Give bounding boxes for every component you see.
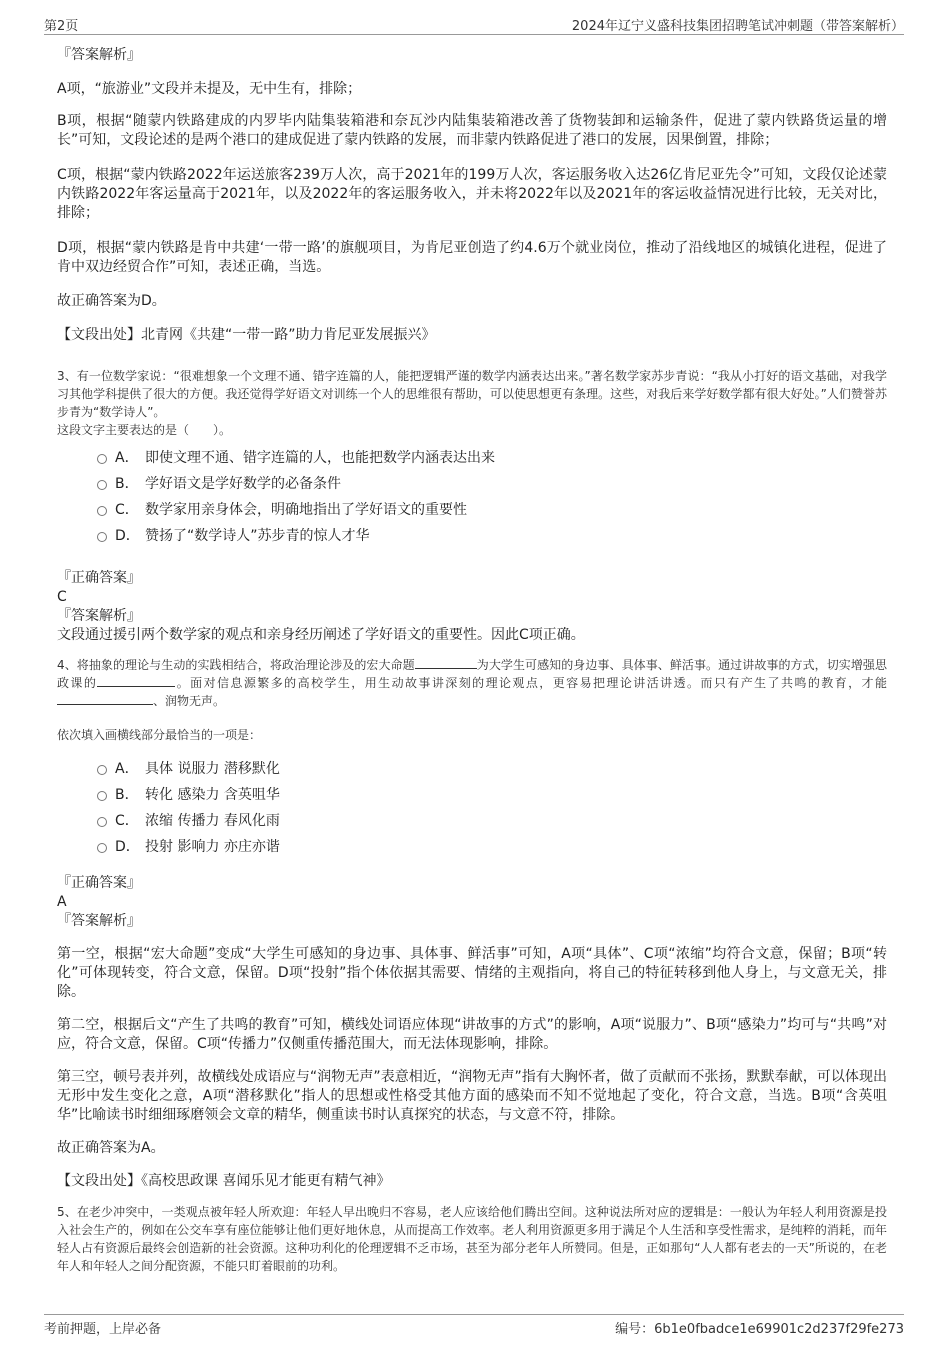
- option-b[interactable]: [57, 471, 887, 497]
- radio-button[interactable]: [97, 506, 107, 516]
- question-stem: 5、在老少冲突中，一类观点被年轻人所欢迎：年轻人早出晚归不容易，老人应该给他们腾出空间。这种说法所对应的逻辑是：一般认为年轻人利用资源是投入社会生产的，例如在公交车享有座位能够让他们更好地休息，从而提高工作效率。老人利用资源更多用于满足个人生活和享受性需求，是纯粹的消耗，而年轻人占有资源后最终会创造新的社会资源。这种功利化的伦理逻辑不乏市场，甚至为部分老年人所赞同。但是，正如那句“人人都有老去的一天”所说的，在老年人和年轻人之间分配资源，不能只盯着眼前的功利。: [57, 1205, 887, 1273]
- question-3: [57, 367, 887, 645]
- analysis-blank-2: 第二空，根据后文“产生了共鸣的教育”可知，横线处词语应体现“讲故事的方式”的影响，A项“说服力”、B项“感染力”均可与“共鸣”对应，符合文意，保留。C项“传播力”仅侧重传播范围大，而无法体现影响，排除。: [57, 1017, 887, 1052]
- q2-analysis: [57, 46, 887, 345]
- option-text: 赞扬了“数学诗人”苏步青的惊人才华: [145, 528, 370, 544]
- radio-button[interactable]: [97, 480, 107, 490]
- document-code: [615, 1318, 904, 1337]
- fill-blank-2: [97, 674, 175, 687]
- option-letter: A．: [115, 450, 139, 466]
- option-a[interactable]: [57, 445, 887, 471]
- analysis-option-b: B项，根据“随蒙内铁路建成的内罗毕内陆集装箱港和奈瓦沙内陆集装箱港改善了货物装卸和运输条件，促进了蒙内铁路货运量的增长”可知，文段论述的是两个港口的建成促进了蒙内铁路的发展，而非蒙内铁路促进了港口的发展，因果倒置，排除；: [57, 113, 887, 148]
- option-d[interactable]: [57, 834, 887, 860]
- analysis-blank-3: 第三空，顿号表并列，故横线处成语应与“润物无声”表意相近，“润物无声”指有大胸怀者，做了贡献而不张扬，默默奉献，可以体现出无形中发生变化之意，A项“潜移默化”指人的思想或性格受其他方面的感染而不知不觉地起了变化，符合文意，当选。B项“含英咀华”比喻读书时细细琢磨领会文章的精华，侧重读书时认真探究的状态，与文意不符，排除。: [57, 1069, 887, 1123]
- radio-button[interactable]: [97, 532, 107, 542]
- analysis-option-c: C项，根据“蒙内铁路2022年运送旅客239万人次，高于2021年的199万人次，客运服务收入达26亿肯尼亚先令”可知，文段仅论述蒙内铁路2022年客运量高于2021年，以及2022年的客运服务收入，并未将2022年以及2021年的客运收益情况进行比较，无关对比，排除；: [57, 167, 887, 221]
- option-list: [57, 756, 887, 860]
- code-value: 6b1e0fbadce1e69901c2d237f29fe273: [654, 1322, 904, 1337]
- option-letter: B．: [115, 787, 139, 803]
- option-d[interactable]: [57, 523, 887, 549]
- page-header: [44, 14, 904, 35]
- page-number: 第2页: [44, 19, 79, 34]
- analysis-option-a: A项，“旅游业”文段并未提及，无中生有，排除；: [57, 81, 362, 97]
- radio-button[interactable]: [97, 843, 107, 853]
- option-text: 具体 说服力 潜移默化: [145, 761, 280, 777]
- document-title: 2024年辽宁义盛科技集团招聘笔试冲刺题（带答案解析）: [571, 19, 904, 34]
- stem-part-3: 。面对信息源繁多的高校学生，用生动故事讲深刻的理论观点，更容易把理论讲活讲透。而只有产生了共鸣的教育，才能: [175, 676, 887, 690]
- question-4: [57, 656, 887, 1191]
- question-prompt: 这段文字主要表达的是（ ）。: [57, 423, 232, 437]
- page-content: [57, 46, 887, 1275]
- option-a[interactable]: [57, 756, 887, 782]
- option-text: 学好语文是学好数学的必备条件: [145, 476, 341, 492]
- option-text: 转化 感染力 含英咀华: [145, 787, 280, 803]
- analysis-label: 『答案解析』: [57, 608, 141, 624]
- conclusion: 故正确答案为A。: [57, 1140, 165, 1156]
- page-footer: [44, 1314, 904, 1337]
- source: 【文段出处】《高校思政课 喜闻乐见才能更有精气神》: [57, 1173, 391, 1189]
- stem-part-1: 4、将抽象的理论与生动的实践相结合，将政治理论涉及的宏大命题: [57, 658, 415, 672]
- question-5: [57, 1203, 887, 1275]
- answer-value: C: [57, 589, 67, 605]
- analysis-label: 『答案解析』: [57, 913, 141, 929]
- option-letter: B．: [115, 476, 139, 492]
- stem-part-4: 、润物无声。: [153, 694, 226, 708]
- analysis-blank-1: 第一空，根据“宏大命题”变成“大学生可感知的身边事、具体事、鲜活事”可知，A项“具体”、C项“浓缩”均符合文意，保留；B项“转化”可体现转变，符合文意，保留。D项“投射”指个体依据其需要、情绪的主观指向，将自己的特征转移到他人身上，与文意无关，排除。: [57, 946, 887, 1000]
- option-c[interactable]: [57, 497, 887, 523]
- answer-value: A: [57, 894, 67, 910]
- option-letter: D．: [115, 839, 140, 855]
- question-stem: [57, 656, 887, 710]
- option-c[interactable]: [57, 808, 887, 834]
- answer-label: 『正确答案』: [57, 875, 141, 891]
- option-text: 投射 影响力 亦庄亦谐: [145, 839, 280, 855]
- analysis-option-d: D项，根据“蒙内铁路是肯中共建‘一带一路’的旗舰项目，为肯尼亚创造了约4.6万个就业岗位，推动了沿线地区的城镇化进程，促进了肯中双边经贸合作”可知，表述正确，当选。: [57, 240, 887, 275]
- option-letter: C．: [115, 502, 139, 518]
- analysis-text: 文段通过援引两个数学家的观点和亲身经历阐述了学好语文的重要性。因此C项正确。: [57, 627, 585, 643]
- fill-blank-1: [415, 656, 477, 669]
- question-prompt: 依次填入画横线部分最恰当的一项是：: [57, 728, 262, 742]
- radio-button[interactable]: [97, 791, 107, 801]
- question-stem: 3、有一位数学家说：“很难想象一个文理不通、错字连篇的人，能把逻辑严谨的数学内涵表达出来。”著名数学家苏步青说：“我从小打好的语文基础，对我学习其他学科提供了很大的方便。我还觉得学好语文对训练一个人的思维很有帮助，可以使思想更有条理。这些，对我后来学好数学都有很大好处。”人们赞誉苏步青为“数学诗人”。: [57, 369, 887, 419]
- option-letter: A．: [115, 761, 139, 777]
- source: 【文段出处】北青网《共建“一带一路”助力肯尼亚发展振兴》: [57, 327, 436, 343]
- fill-blank-3: [57, 692, 153, 705]
- radio-button[interactable]: [97, 765, 107, 775]
- option-text: 即使文理不通、错字连篇的人，也能把数学内涵表达出来: [145, 450, 495, 466]
- option-text: 数学家用亲身体会，明确地指出了学好语文的重要性: [145, 502, 467, 518]
- footer-slogan: 考前押题，上岸必备: [44, 1322, 162, 1337]
- option-letter: C．: [115, 813, 139, 829]
- option-list: [57, 445, 887, 549]
- conclusion: 故正确答案为D。: [57, 293, 166, 309]
- radio-button[interactable]: [97, 454, 107, 464]
- answer-label: 『正确答案』: [57, 570, 141, 586]
- option-b[interactable]: [57, 782, 887, 808]
- option-text: 浓缩 传播力 春风化雨: [145, 813, 280, 829]
- code-label: 编号：: [615, 1322, 655, 1337]
- radio-button[interactable]: [97, 817, 107, 827]
- option-letter: D．: [115, 528, 140, 544]
- stem-part-2: 为大学生可感知的身边事、具体事、鲜活事。通过讲故事的方式，切实增强思政课的: [57, 658, 887, 690]
- analysis-label: 『答案解析』: [57, 47, 141, 63]
